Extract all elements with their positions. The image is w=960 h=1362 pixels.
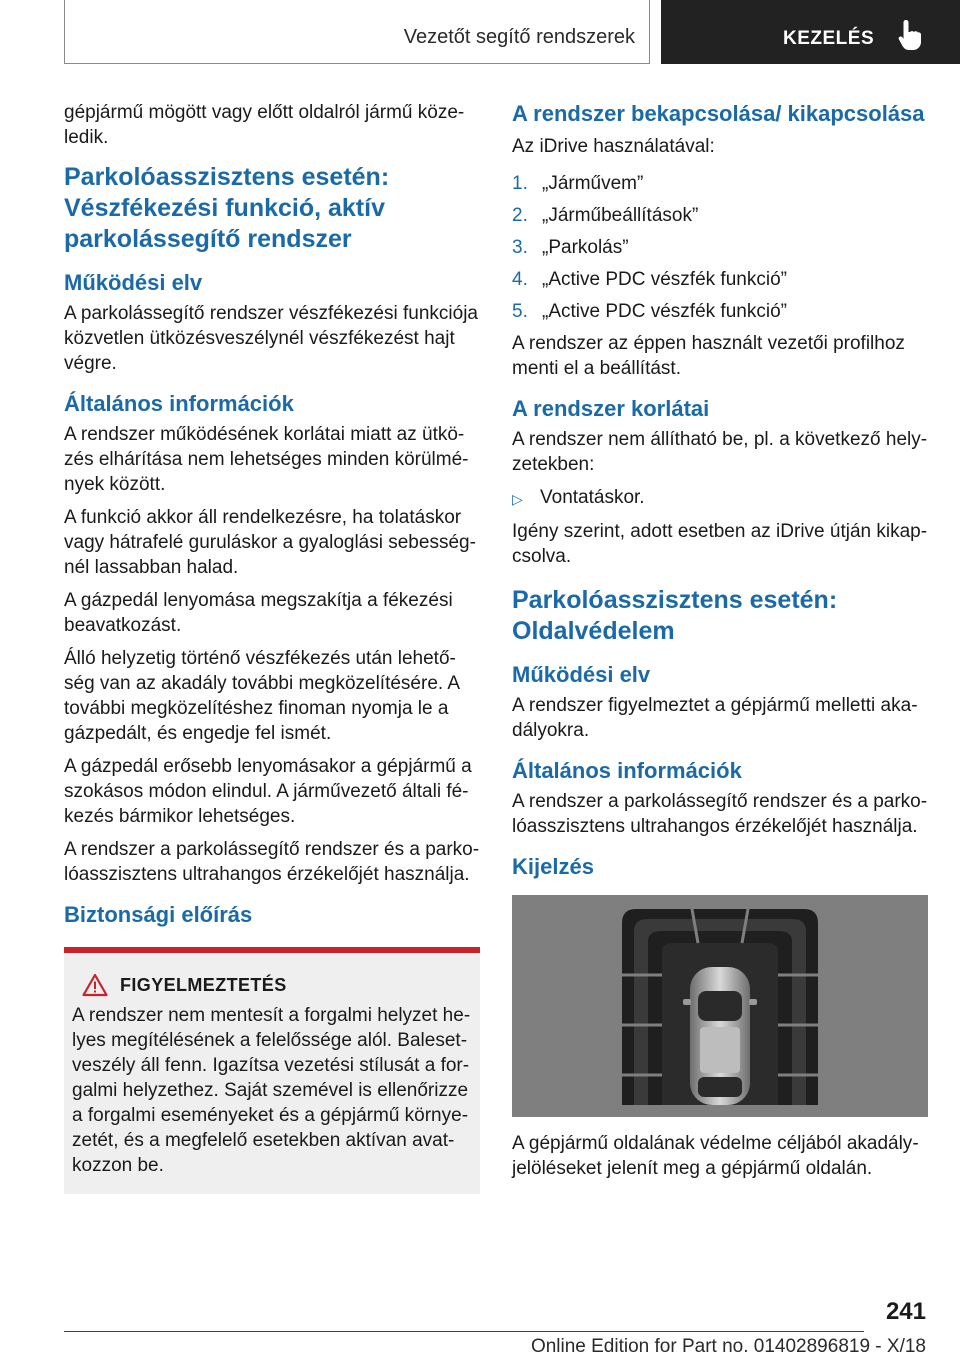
step-text: „Parkolás”	[542, 237, 629, 258]
list-item	[512, 485, 928, 512]
heading-safety: Biztonsági előírás	[64, 902, 253, 927]
step-number: 1.	[512, 173, 528, 194]
principle-side-text: A rendszer figyelmeztet a gépjármű melletti akadályokra.	[512, 695, 918, 741]
warning-title: FIGYELMEZTETÉS	[120, 974, 287, 995]
hand-pointer-icon	[897, 18, 923, 52]
list-item	[512, 299, 928, 324]
step-number: 4.	[512, 269, 528, 290]
step-text: „Járműbeállítások”	[542, 205, 699, 226]
chapter-tab[interactable]	[661, 0, 960, 64]
warning-box	[64, 947, 480, 1194]
steps-list	[512, 171, 928, 324]
limits-list	[512, 485, 928, 512]
principle-text: A parkolássegítő rendszer vészfékezési funkciója közvetlen ütközésveszélynél vészfékezést hajt végre.	[64, 303, 478, 374]
display-text: A gépjármű oldalának védelme céljából akadályjelöléseket jelenít meg a gépjármű oldalán.	[512, 1133, 919, 1179]
left-column	[64, 100, 480, 1194]
general-side-text: A rendszer a parkolássegítő rendszer és a parkolóasszisztens ultrahangos érzékelőjét használja.	[512, 791, 928, 837]
heading-principle-side: Működési elv	[512, 662, 651, 687]
intro-text: gépjármű mögött vagy előtt oldalról jármű közeledik.	[64, 102, 465, 148]
heading-display: Kijelzés	[512, 854, 594, 879]
right-column	[512, 100, 928, 1189]
step-text: „Active PDC vészfék funkció”	[542, 301, 787, 322]
heading-on-off: A rendszer bekapcsolása/ kikapcsolása	[512, 101, 925, 126]
step-text: „Active PDC vészfék funkció”	[542, 269, 787, 290]
warning-header	[72, 973, 472, 997]
warning-triangle-icon	[82, 973, 108, 997]
disable-text: Igény szerint, adott esetben az iDrive útján kikapcsolva.	[512, 521, 928, 567]
step-number: 2.	[512, 205, 528, 226]
heading-principle: Működési elv	[64, 270, 203, 295]
header-frame	[64, 0, 650, 64]
list-item	[512, 267, 928, 292]
general-text-6: A rendszer a parkolássegítő rendszer és a parkolóasszisztens ultrahangos érzékelőjét használja.	[64, 839, 480, 885]
general-text-2: A funkció akkor áll rendelkezésre, ha tolatáskor vagy hátrafelé guruláskor a gyaloglási sebességnél lassabban halad.	[64, 507, 476, 578]
list-item	[512, 171, 928, 196]
idrive-text: Az iDrive használatával:	[512, 136, 715, 157]
footer-divider	[64, 1331, 864, 1332]
parking-display-image	[512, 895, 928, 1117]
step-text: „Járművem”	[542, 173, 644, 194]
limits-text: A rendszer nem állítható be, pl. a következő helyzetekben:	[512, 429, 928, 475]
list-item	[512, 203, 928, 228]
heading-side-protection: Parkolóasszisztens esetén: Oldalvédelem	[512, 586, 838, 645]
triangle-bullet-icon: ▷	[512, 491, 523, 507]
page-number: 241	[885, 1298, 926, 1325]
heading-emergency-braking: Parkolóasszisztens esetén: Vészfékezési funkció, aktív parkolássegítő rendszer	[64, 163, 390, 253]
parking-display-illustration	[512, 895, 928, 1117]
general-text-3: A gázpedál lenyomása megszakítja a fékezési beavatkozást.	[64, 590, 453, 636]
section-title: Vezetőt segítő rendszerek	[403, 26, 635, 48]
list-item	[512, 235, 928, 260]
step-number: 3.	[512, 237, 528, 258]
warning-text: A rendszer nem mentesít a forgalmi helyzet helyes megítélésének a felelőssége alól. Balesetveszély áll fenn. Igazítsa vezetési stílusát a forgalmi helyzethez. Saját szemével is ellenőrizze a forgalmi eseményeket és a gépjármű környezetét, és a megfelelő esetekben aktívan avatkozzon be.	[72, 1005, 471, 1176]
profile-text: A rendszer az éppen használt vezetői profilhoz menti el a beállítást.	[512, 333, 905, 379]
limit-item-text: Vontatáskor.	[540, 487, 645, 508]
heading-general-info: Általános információk	[64, 391, 294, 416]
general-text-1: A rendszer működésének korlátai miatt az ütközés elhárítása nem lehetséges minden körülmények között.	[64, 424, 469, 495]
chapter-tab-label: KEZELÉS	[783, 28, 875, 49]
footer-edition: Online Edition for Part no. 01402896819 - X/18	[530, 1336, 926, 1357]
general-text-4: Álló helyzetig történő vészfékezés után lehetőség van az akadály további megközelítésére. A további megközelítéshez finoman nyomja le a gázpedált, és engedje fel ismét.	[64, 648, 460, 744]
step-number: 5.	[512, 301, 528, 322]
general-text-5: A gázpedál erősebb lenyomásakor a gépjármű a szokásos módon elindul. A járművezető általi fékezés bármikor lehetséges.	[64, 756, 472, 827]
heading-general-info-side: Általános információk	[512, 758, 742, 783]
heading-limits: A rendszer korlátai	[512, 396, 710, 421]
